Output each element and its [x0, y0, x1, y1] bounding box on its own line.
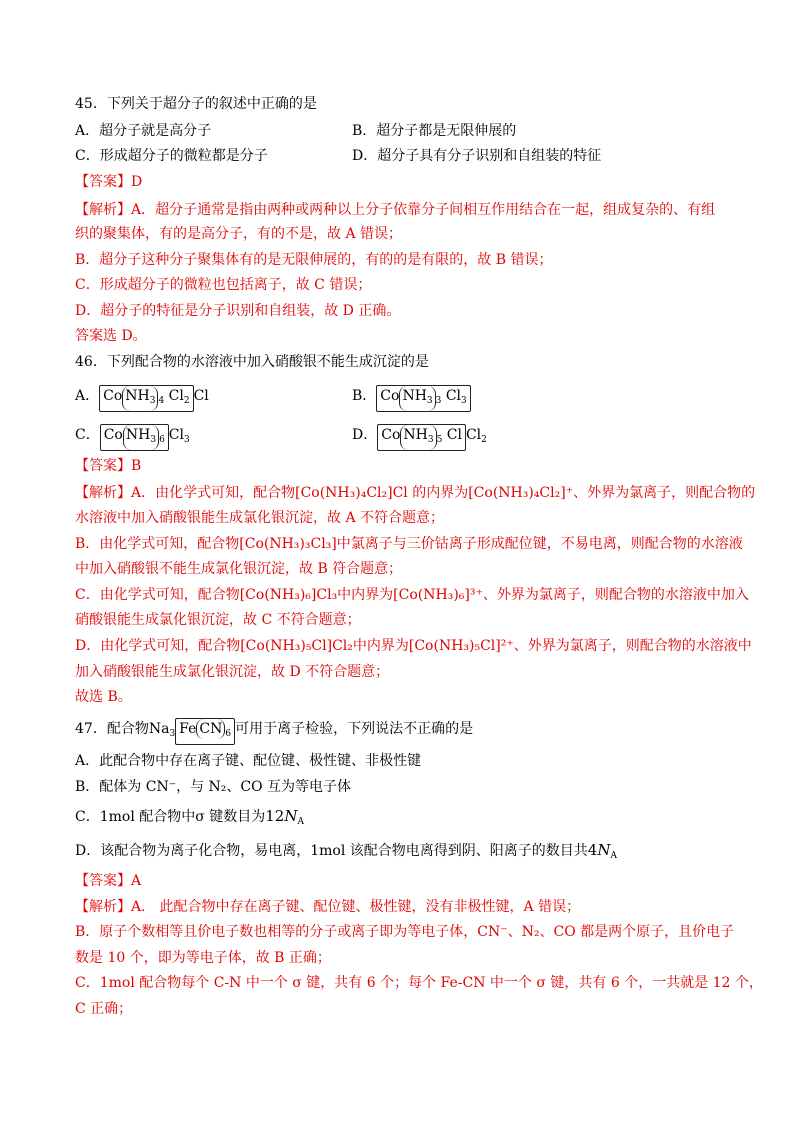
q46-option-b-label: B． [352, 388, 377, 404]
q45-explanation-5: D．超分子的特征是分子识别和自组装，故 D 正确。 [75, 303, 401, 319]
q45-option-d: D．超分子具有分子识别和自组装的特征 [352, 148, 602, 164]
formula-complex-d: Co $NH_3$ $_5$ Cl [377, 424, 466, 451]
q45-explanation-1: 【解析】A．超分子通常是指由两种或两种以上分子依靠分子间相互作用结合在一起，组成复杂的、有组 [75, 202, 716, 218]
q46-explanation-2: 水溶液中加入硝酸银能生成氯化银沉淀，故 A 不符合题意； [75, 510, 445, 526]
q45-explanation-2: 织的聚集体，有的是高分子，有的不是，故 A 错误； [75, 226, 403, 242]
q46-option-c-label: C． [75, 427, 100, 443]
q47-stem-suffix: 可用于离子检验，下列说法不正确的是 [235, 721, 474, 737]
q46-option-b [352, 385, 471, 412]
q47-stem: 47．配合物$Na_3$ Fe CN $_6$ 可用于离子检验，下列说法不正确的是 [75, 718, 473, 745]
formula-complex-a: Co $NH_3$ $_4$ $Cl_2$ [99, 385, 193, 412]
q46-explanation-4: 中加入硝酸银不能生成氯化银沉淀，故 B 符合题意； [75, 561, 403, 577]
q47-explanation-4: C．1mol 配合物每个 C-N 中一个 σ 键，共有 6 个；每个 Fe-CN 中一个 σ 键，共有 6 个，一共就是 12 个， [75, 975, 763, 991]
formula-ferricyanide: Fe CN $_6$ [175, 718, 235, 745]
q47-option-d: D．该配合物为离子化合物，易电离，1mol 该配合物电离得到阴、阳离子的数目共$4N_A$ [75, 841, 617, 861]
q46-conclusion: 故选 B。 [75, 689, 132, 705]
q47-explanation-1: 【解析】A． 此配合物中存在离子键、配位键、极性键，没有非极性键，A 错误； [75, 899, 581, 915]
q46-answer: 【答案】B [75, 458, 142, 474]
q45-option-c: C．形成超分子的微粒都是分子 [75, 148, 268, 164]
q47-explanation-5: C 正确； [75, 1001, 133, 1017]
q46-explanation-3: B．由化学式可知，配合物[Co(NH₃)₃Cl₃]中氯离子与三价钴离子形成配位键，不易电离，则配合物的水溶液 [75, 536, 743, 552]
q47-explanation-3: 数是 10 个，即为等电子体，故 B 正确； [75, 950, 331, 966]
q45-option-a: A．超分子就是高分子 [75, 123, 212, 139]
q46-option-d-label: D． [352, 427, 378, 443]
formula-complex-b: Co $NH_3$ $_3$ $Cl_3$ [376, 385, 470, 412]
q45-stem: 45．下列关于超分子的叙述中正确的是 [75, 96, 317, 112]
q46-option-a: A． Co $NH_3$ $_4$ $Cl_2$ Cl [75, 385, 209, 412]
q46-explanation-6: 硝酸银能生成氯化银沉淀，故 C 不符合题意； [75, 612, 361, 628]
q46-explanation-1: 【解析】A．由化学式可知，配合物[Co(NH₃)₄Cl₂]Cl 的内界为[Co(NH₃)₄Cl₂]⁺、外界为氯离子，则配合物的 [75, 485, 756, 501]
q47-option-b: B．配体为 CN⁻，与 N₂、CO 互为等电子体 [75, 779, 352, 795]
q46-option-a-label: A． [75, 388, 100, 404]
q46-option-c: C． Co $NH_3$ $_6$ $Cl_3$ [75, 424, 190, 451]
q46-stem: 46．下列配合物的水溶液中加入硝酸银不能生成沉淀的是 [75, 354, 429, 370]
q47-option-c-text: C．1mol 配合物中σ 键数目为 [75, 809, 266, 825]
q46-explanation-5: C．由化学式可知，配合物[Co(NH₃)₆]Cl₃中内界为[Co(NH₃)₆]³⁺、外界为氯离子，则配合物的水溶液中加入 [75, 587, 749, 603]
q46-explanation-8: 加入硝酸银能生成氯化银沉淀，故 D 不符合题意； [75, 664, 390, 680]
formula-complex-c: Co $NH_3$ $_6$ [100, 424, 169, 451]
q47-answer: 【答案】A [75, 873, 142, 889]
q46-explanation-7: D．由化学式可知，配合物[Co(NH₃)₅Cl]Cl₂中内界为[Co(NH₃)₅Cl]²⁺、外界为氯离子，则配合物的水溶液中 [75, 638, 752, 654]
q47-explanation-2: B．原子个数相等且价电子数也相等的分子或离子即为等电子体，CN⁻、N₂、CO 都是两个原子，且价电子 [75, 924, 735, 940]
q47-option-a: A．此配合物中存在离子键、配位键、极性键、非极性键 [75, 753, 422, 769]
q47-option-d-text: D．该配合物为离子化合物，易电离，1mol 该配合物电离得到阴、阳离子的数目共 [75, 843, 588, 859]
q45-conclusion: 答案选 D。 [75, 328, 147, 344]
q45-answer: 【答案】D [75, 174, 143, 190]
q46-option-d: D． Co $NH_3$ $_5$ Cl $Cl_2$ [352, 424, 487, 451]
q45-explanation-3: B．超分子这种分子聚集体有的是无限伸展的，有的的是有限的，故 B 错误； [75, 252, 553, 268]
q45-option-b: B．超分子都是无限伸展的 [352, 123, 517, 139]
q45-explanation-4: C．形成超分子的微粒也包括离子，故 C 错误； [75, 277, 372, 293]
q47-option-c: C．1mol 配合物中σ 键数目为$12N_A$ [75, 807, 304, 827]
q47-stem-prefix: 47．配合物 [75, 721, 149, 737]
